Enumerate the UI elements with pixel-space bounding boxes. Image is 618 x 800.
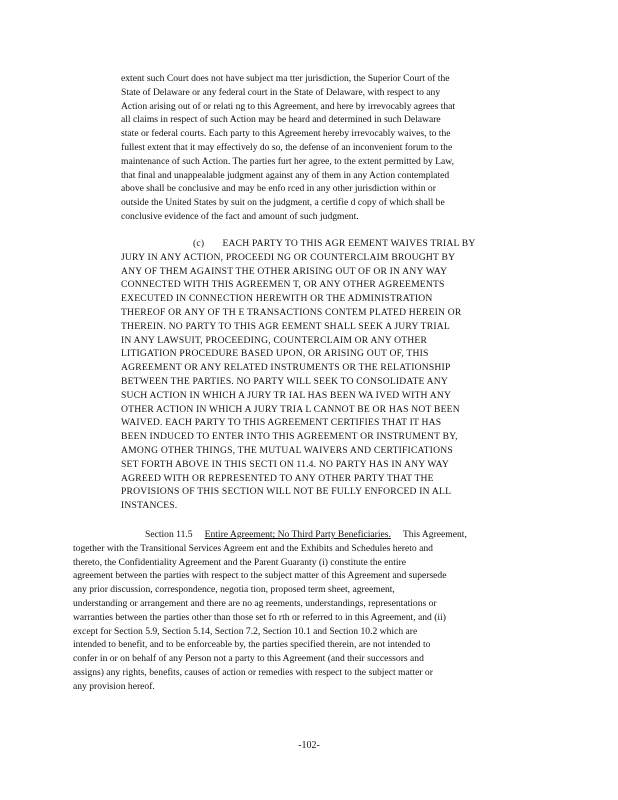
text-line: assigns) any rights, benefits, causes of action or remedies with respect to the subject matter or (73, 666, 433, 678)
subsection-marker: (c) (193, 238, 205, 249)
text-line: THEREIN. NO PARTY TO THIS AGR EEMENT SHALL SEEK A JURY TRIAL (121, 320, 450, 332)
text-line: THEREOF OR ANY OF TH E TRANSACTIONS CONTEM PLATED HEREIN OR (121, 306, 462, 318)
text-line: that final and unappealable judgment against any of them in any Action contemplated (121, 169, 450, 181)
text-line: PROVISIONS OF THIS SECTION WILL NOT BE FULLY ENFORCED IN ALL (121, 486, 452, 498)
text-line: Action arising out of or relati ng to this Agreement, and here by irrevocably agrees that (121, 100, 456, 112)
text-line: conclusive evidence of the fact and amount of such judgment. (121, 210, 359, 222)
text-line: SET FORTH ABOVE IN THIS SECTI ON 11.4. NO PARTY HAS IN ANY WAY (121, 458, 449, 470)
text-line: warranties between the parties other than those set fo rth or referred to in this Agreement, and (ii) (73, 611, 446, 623)
text-line-content: This Agreement, (402, 529, 467, 540)
text-line: LITIGATION PROCEDURE BASED UPON, OR ARISING OUT OF, THIS (121, 348, 429, 360)
text-line: JURY IN ANY ACTION, PROCEEDI NG OR COUNTERCLAIM BROUGHT BY (121, 251, 456, 263)
text-line: extent such Court does not have subject ma tter jurisdiction, the Superior Court of the (121, 73, 450, 84)
text-line: maintenance of such Action. The parties furt her agree, to the extent permitted by Law, (121, 155, 454, 167)
text-line: AMONG OTHER THINGS, THE MUTUAL WAIVERS AND CERTIFICATIONS (121, 444, 453, 456)
page-number: -102- (298, 740, 320, 751)
text-line: EXECUTED IN CONNECTION HEREWITH OR THE ADMINISTRATION (121, 293, 433, 305)
text-line: IN ANY LAWSUIT, PROCEEDING, COUNTERCLAIM OR ANY OTHER (121, 334, 428, 346)
text-line: agreement between the parties with respect to the subject matter of this Agreement and supersede (73, 570, 447, 582)
text-line: WAIVED. EACH PARTY TO THIS AGREEMENT CERTIFIES THAT IT HAS (121, 417, 442, 429)
text-line: AGREED WITH OR REPRESENTED TO ANY OTHER PARTY THAT THE (121, 472, 434, 484)
text-line: above shall be conclusive and may be enfo rced in any other jurisdiction within or (121, 183, 436, 195)
text-line: INSTANCES. (121, 500, 178, 512)
jury-waiver-paragraph (121, 237, 539, 513)
text-line: any prior discussion, correspondence, negotia tion, proposed term sheet, agreement, (73, 584, 395, 596)
section-number: Section 11.5 (145, 529, 193, 540)
text-line: any provision hereof. (73, 680, 155, 692)
continuation-paragraph (121, 72, 539, 224)
text-line: all claims in respect of such Action may be heard and determined in such Delaware (121, 114, 441, 126)
text-line: together with the Transitional Services Agreem ent and the Exhibits and Schedules hereto and (73, 542, 433, 554)
text-line: SUCH ACTION IN WHICH A JURY TR IAL HAS BEEN WA IVED WITH ANY (121, 389, 452, 401)
text-line: state or federal courts. Each party to this Agreement hereby irrevocably waives, to the (121, 128, 451, 140)
text-line: AGREEMENT OR ANY RELATED INSTRUMENTS OR THE RELATIONSHIP (121, 362, 451, 374)
text-line: ANY OF THEM AGAINST THE OTHER ARISING OUT OF OR IN ANY WAY (121, 265, 448, 277)
text-line: BEEN INDUCED TO ENTER INTO THIS AGREEMENT OR INSTRUMENT BY, (121, 431, 458, 443)
section-11-5-paragraph (73, 528, 528, 694)
text-line: thereto, the Confidentiality Agreement and the Parent Guaranty (i) constitute the entire (73, 556, 407, 568)
section-heading-line (73, 528, 528, 542)
text-line (121, 237, 539, 251)
text-line: understanding or arrangement and there are no ag reements, understandings, representations or (73, 597, 437, 609)
section-heading: Entire Agreement; No Third Party Beneficiaries. (204, 529, 391, 540)
text-line: intended to benefit, and to be enforceable by, the parties specified therein, are not intended to (73, 639, 431, 651)
text-line: OTHER ACTION IN WHICH A JURY TRIA L CANNOT BE OR HAS NOT BEEN (121, 403, 460, 415)
text-line: except for Section 5.9, Section 5.14, Section 7.2, Section 10.1 and Section 10.2 which are (73, 625, 418, 637)
text-line: fullest extent that it may effectively do so, the defense of an inconvenient forum to the (121, 141, 453, 153)
text-line: BETWEEN THE PARTIES. NO PARTY WILL SEEK TO CONSOLIDATE ANY (121, 375, 449, 387)
text-line: outside the United States by suit on the judgment, a certifie d copy of which shall be (121, 197, 445, 209)
text-line: CONNECTED WITH THIS AGREEMEN T, OR ANY OTHER AGREEMENTS (121, 279, 445, 291)
text-line: State of Delaware or any federal court in the State of Delaware, with respect to any (121, 86, 441, 98)
text-line: confer in or on behalf of any Person not a party to this Agreement (and their successors and (73, 653, 424, 665)
text-line-content: EACH PARTY TO THIS AGR EEMENT WAIVES TRIAL BY (222, 238, 476, 249)
